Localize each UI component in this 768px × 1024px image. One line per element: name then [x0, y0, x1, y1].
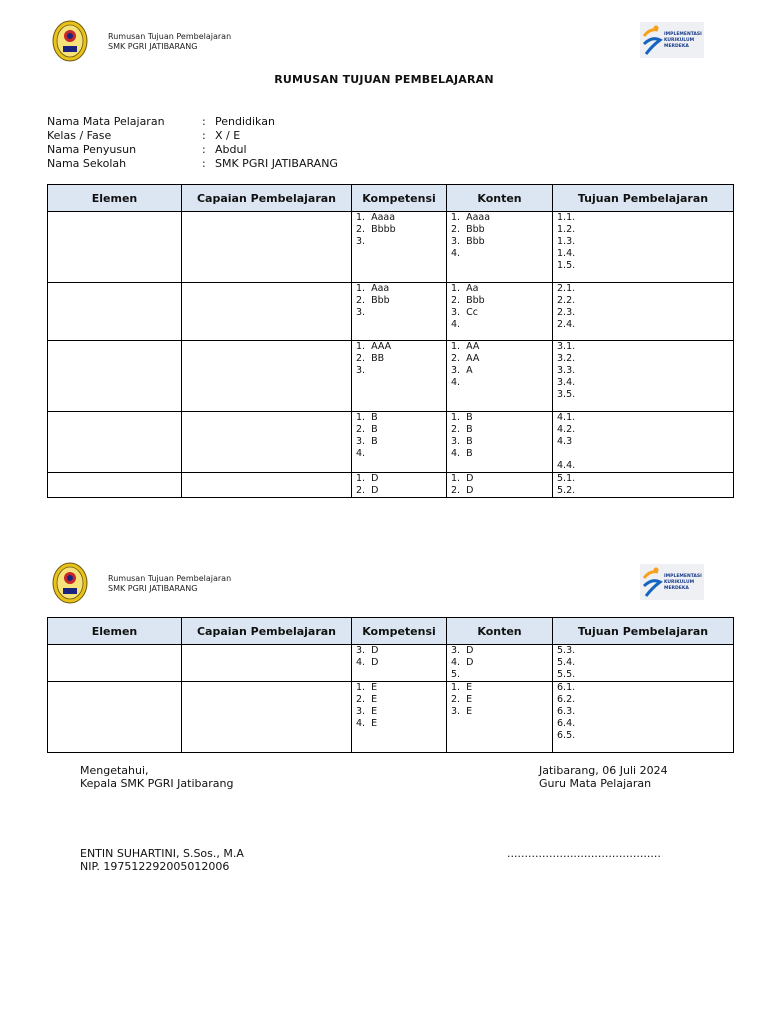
cell-capaian	[182, 212, 352, 283]
cell-line: 2. AA	[451, 353, 480, 364]
cell-elemen	[48, 412, 182, 473]
cell-konten	[447, 682, 553, 753]
cell-line: 1. Aaa	[356, 283, 390, 294]
table-header-row	[48, 618, 734, 645]
cell-line: 2. B	[451, 424, 473, 435]
page-header	[0, 560, 768, 620]
principal-nip: NIP. 197512292005012006	[80, 860, 230, 873]
cell-line: 3.3.	[557, 365, 576, 376]
page-header	[0, 18, 768, 78]
cell-line: 1.4.	[557, 248, 576, 259]
column-header-elemen: Elemen	[48, 618, 182, 645]
cell-konten	[447, 283, 553, 341]
cell-line: 2. Bbb	[356, 295, 390, 306]
cell-line: 3. Bbb	[451, 236, 485, 247]
info-label: Nama Sekolah	[47, 157, 127, 170]
info-row	[47, 115, 338, 129]
cell-kompetensi	[352, 682, 447, 753]
table-header-row	[48, 185, 734, 212]
cell-capaian	[182, 283, 352, 341]
svg-text:MERDEKA: MERDEKA	[664, 586, 689, 591]
column-header-kompetensi: Kompetensi	[352, 185, 447, 212]
info-label: Kelas / Fase	[47, 129, 112, 142]
info-colon: :	[202, 157, 206, 170]
cell-line: 4.	[451, 377, 461, 388]
cell-tujuan	[553, 283, 734, 341]
cell-line: 6.2.	[557, 694, 576, 705]
kurikulum-merdeka-logo-icon	[640, 22, 704, 58]
table-row	[48, 212, 734, 283]
cell-line: 3. D	[356, 645, 379, 656]
info-value: SMK PGRI JATIBARANG	[215, 157, 338, 170]
signature-place-date: Jatibarang, 06 Juli 2024	[539, 764, 668, 777]
school-emblem-icon	[52, 562, 88, 604]
cell-konten	[447, 341, 553, 412]
info-row	[47, 129, 338, 143]
table-row	[48, 341, 734, 412]
cell-line: 1. Aa	[451, 283, 479, 294]
cell-line: 1. B	[451, 412, 473, 423]
cell-line: 5.1.	[557, 473, 576, 484]
cell-elemen	[48, 645, 182, 682]
cell-line: 3. E	[451, 706, 473, 717]
cell-line: 1.3.	[557, 236, 576, 247]
cell-konten	[447, 412, 553, 473]
cell-line: 2. BB	[356, 353, 385, 364]
header-text	[108, 32, 231, 52]
table-row	[48, 283, 734, 341]
principal-name: ENTIN SUHARTINI, S.Sos., M.A	[80, 847, 244, 860]
cell-line: 3.5.	[557, 389, 576, 400]
cell-line: 3. B	[451, 436, 473, 447]
cell-line: 2. Bbb	[451, 224, 485, 235]
cell-line: 2. E	[356, 694, 378, 705]
column-header-elemen: Elemen	[48, 185, 182, 212]
cell-line: 4.3	[557, 436, 573, 447]
signature-right	[539, 764, 668, 790]
cell-tujuan	[553, 645, 734, 682]
cell-elemen	[48, 283, 182, 341]
teacher-name-placeholder: ............................................	[507, 847, 661, 860]
cell-line: 1.1.	[557, 212, 576, 223]
cell-line: 3.1.	[557, 341, 576, 352]
cell-line: 2. D	[451, 485, 474, 496]
cell-line: 3. Cc	[451, 307, 478, 318]
cell-tujuan	[553, 473, 734, 498]
cell-line: 4. D	[451, 657, 474, 668]
svg-text:KURIKULUM: KURIKULUM	[664, 580, 695, 585]
column-header-tujuan: Tujuan Pembelajaran	[553, 618, 734, 645]
cell-kompetensi	[352, 212, 447, 283]
column-header-konten: Konten	[447, 185, 553, 212]
cell-line: 1. Aaaa	[451, 212, 491, 223]
cell-line: 2. D	[356, 485, 379, 496]
cell-kompetensi	[352, 473, 447, 498]
info-colon: :	[202, 129, 206, 142]
cell-line: 6.3.	[557, 706, 576, 717]
column-header-capaian: Capaian Pembelajaran	[182, 618, 352, 645]
cell-tujuan	[553, 212, 734, 283]
info-label: Nama Penyusun	[47, 143, 137, 156]
svg-text:KURIKULUM: KURIKULUM	[664, 38, 695, 43]
cell-line: 2.4.	[557, 319, 576, 330]
info-colon: :	[202, 143, 206, 156]
cell-kompetensi	[352, 341, 447, 412]
cell-kompetensi	[352, 412, 447, 473]
table-row	[48, 412, 734, 473]
learning-objectives-table-continued	[47, 617, 734, 753]
table-row	[48, 682, 734, 753]
cell-line: 5.4.	[557, 657, 576, 668]
column-header-konten: Konten	[447, 618, 553, 645]
cell-line: 2. B	[356, 424, 378, 435]
header-text	[108, 574, 231, 594]
cell-line: 4. D	[356, 657, 379, 668]
cell-line: 2.2.	[557, 295, 576, 306]
cell-capaian	[182, 473, 352, 498]
cell-elemen	[48, 682, 182, 753]
table-row	[48, 473, 734, 498]
cell-kompetensi	[352, 645, 447, 682]
cell-line: 5.3.	[557, 645, 576, 656]
kurikulum-merdeka-logo-icon	[640, 564, 704, 600]
cell-line: 1. D	[356, 473, 379, 484]
cell-line: 4.4.	[557, 460, 576, 471]
cell-line: 2.3.	[557, 307, 576, 318]
svg-text:IMPLEMENTASI: IMPLEMENTASI	[664, 32, 702, 37]
signature-left	[80, 764, 233, 790]
cell-line: 3.4.	[557, 377, 576, 388]
cell-konten	[447, 212, 553, 283]
cell-konten	[447, 645, 553, 682]
cell-line: 6.4.	[557, 718, 576, 729]
cell-line: 5.	[451, 669, 461, 680]
learning-objectives-table	[47, 184, 734, 498]
cell-line: 2. Bbbb	[356, 224, 396, 235]
info-value: Abdul	[215, 143, 247, 156]
cell-line: 3. D	[451, 645, 474, 656]
info-colon: :	[202, 115, 206, 128]
cell-line: 1. E	[451, 682, 473, 693]
cell-line: 4.	[451, 248, 461, 259]
cell-line: 1. AA	[451, 341, 480, 352]
cell-line: 3. E	[356, 706, 378, 717]
cell-line: 2. Bbb	[451, 295, 485, 306]
cell-line: 3.2.	[557, 353, 576, 364]
cell-capaian	[182, 412, 352, 473]
header-title: Rumusan Tujuan Pembelajaran	[108, 32, 232, 41]
info-value: Pendidikan	[215, 115, 275, 128]
table-row	[48, 645, 734, 682]
column-header-capaian: Capaian Pembelajaran	[182, 185, 352, 212]
cell-line: 4.	[356, 448, 366, 459]
column-header-kompetensi: Kompetensi	[352, 618, 447, 645]
cell-line	[557, 448, 733, 460]
cell-line: 3. A	[451, 365, 473, 376]
cell-line: 1. Aaaa	[356, 212, 396, 223]
cell-konten	[447, 473, 553, 498]
info-value: X / E	[215, 129, 241, 142]
cell-line: 1. E	[356, 682, 378, 693]
info-row	[47, 157, 338, 171]
cell-line: 4.1.	[557, 412, 576, 423]
cell-line: 4. B	[451, 448, 473, 459]
school-emblem-icon	[52, 20, 88, 62]
signature-right-name	[507, 847, 661, 860]
info-row	[47, 143, 338, 157]
cell-line: 1. AAA	[356, 341, 392, 352]
cell-line: 6.1.	[557, 682, 576, 693]
cell-line: 4.	[451, 319, 461, 330]
header-school: SMK PGRI JATIBARANG	[108, 584, 198, 593]
cell-line: 3.	[356, 307, 366, 318]
svg-text:MERDEKA: MERDEKA	[664, 44, 689, 49]
cell-elemen	[48, 473, 182, 498]
signature-acknowledged: Mengetahui,	[80, 764, 149, 777]
cell-line: 4.2.	[557, 424, 576, 435]
info-block	[47, 115, 338, 171]
cell-elemen	[48, 212, 182, 283]
cell-line: 5.5.	[557, 669, 576, 680]
signature-principal-title: Kepala SMK PGRI Jatibarang	[80, 777, 234, 790]
cell-line: 1.2.	[557, 224, 576, 235]
cell-capaian	[182, 645, 352, 682]
cell-line: 3.	[356, 236, 366, 247]
cell-line: 3. B	[356, 436, 378, 447]
cell-kompetensi	[352, 283, 447, 341]
document-title: RUMUSAN TUJUAN PEMBELAJARAN	[274, 73, 494, 86]
column-header-tujuan: Tujuan Pembelajaran	[553, 185, 734, 212]
header-title: Rumusan Tujuan Pembelajaran	[108, 574, 232, 583]
cell-capaian	[182, 341, 352, 412]
cell-line: 2. E	[451, 694, 473, 705]
info-label: Nama Mata Pelajaran	[47, 115, 165, 128]
cell-line: 1.5.	[557, 260, 576, 271]
cell-line: 5.2.	[557, 485, 576, 496]
signature-teacher-title: Guru Mata Pelajaran	[539, 777, 652, 790]
cell-line: 3.	[356, 365, 366, 376]
signature-left-name	[80, 847, 244, 873]
cell-line: 6.5.	[557, 730, 576, 741]
cell-tujuan	[553, 412, 734, 473]
cell-line: 1. B	[356, 412, 378, 423]
cell-elemen	[48, 341, 182, 412]
cell-tujuan	[553, 341, 734, 412]
cell-tujuan	[553, 682, 734, 753]
cell-capaian	[182, 682, 352, 753]
svg-text:IMPLEMENTASI: IMPLEMENTASI	[664, 574, 702, 579]
cell-line: 2.1.	[557, 283, 576, 294]
cell-line: 1. D	[451, 473, 474, 484]
cell-line: 4. E	[356, 718, 378, 729]
header-school: SMK PGRI JATIBARANG	[108, 42, 198, 51]
